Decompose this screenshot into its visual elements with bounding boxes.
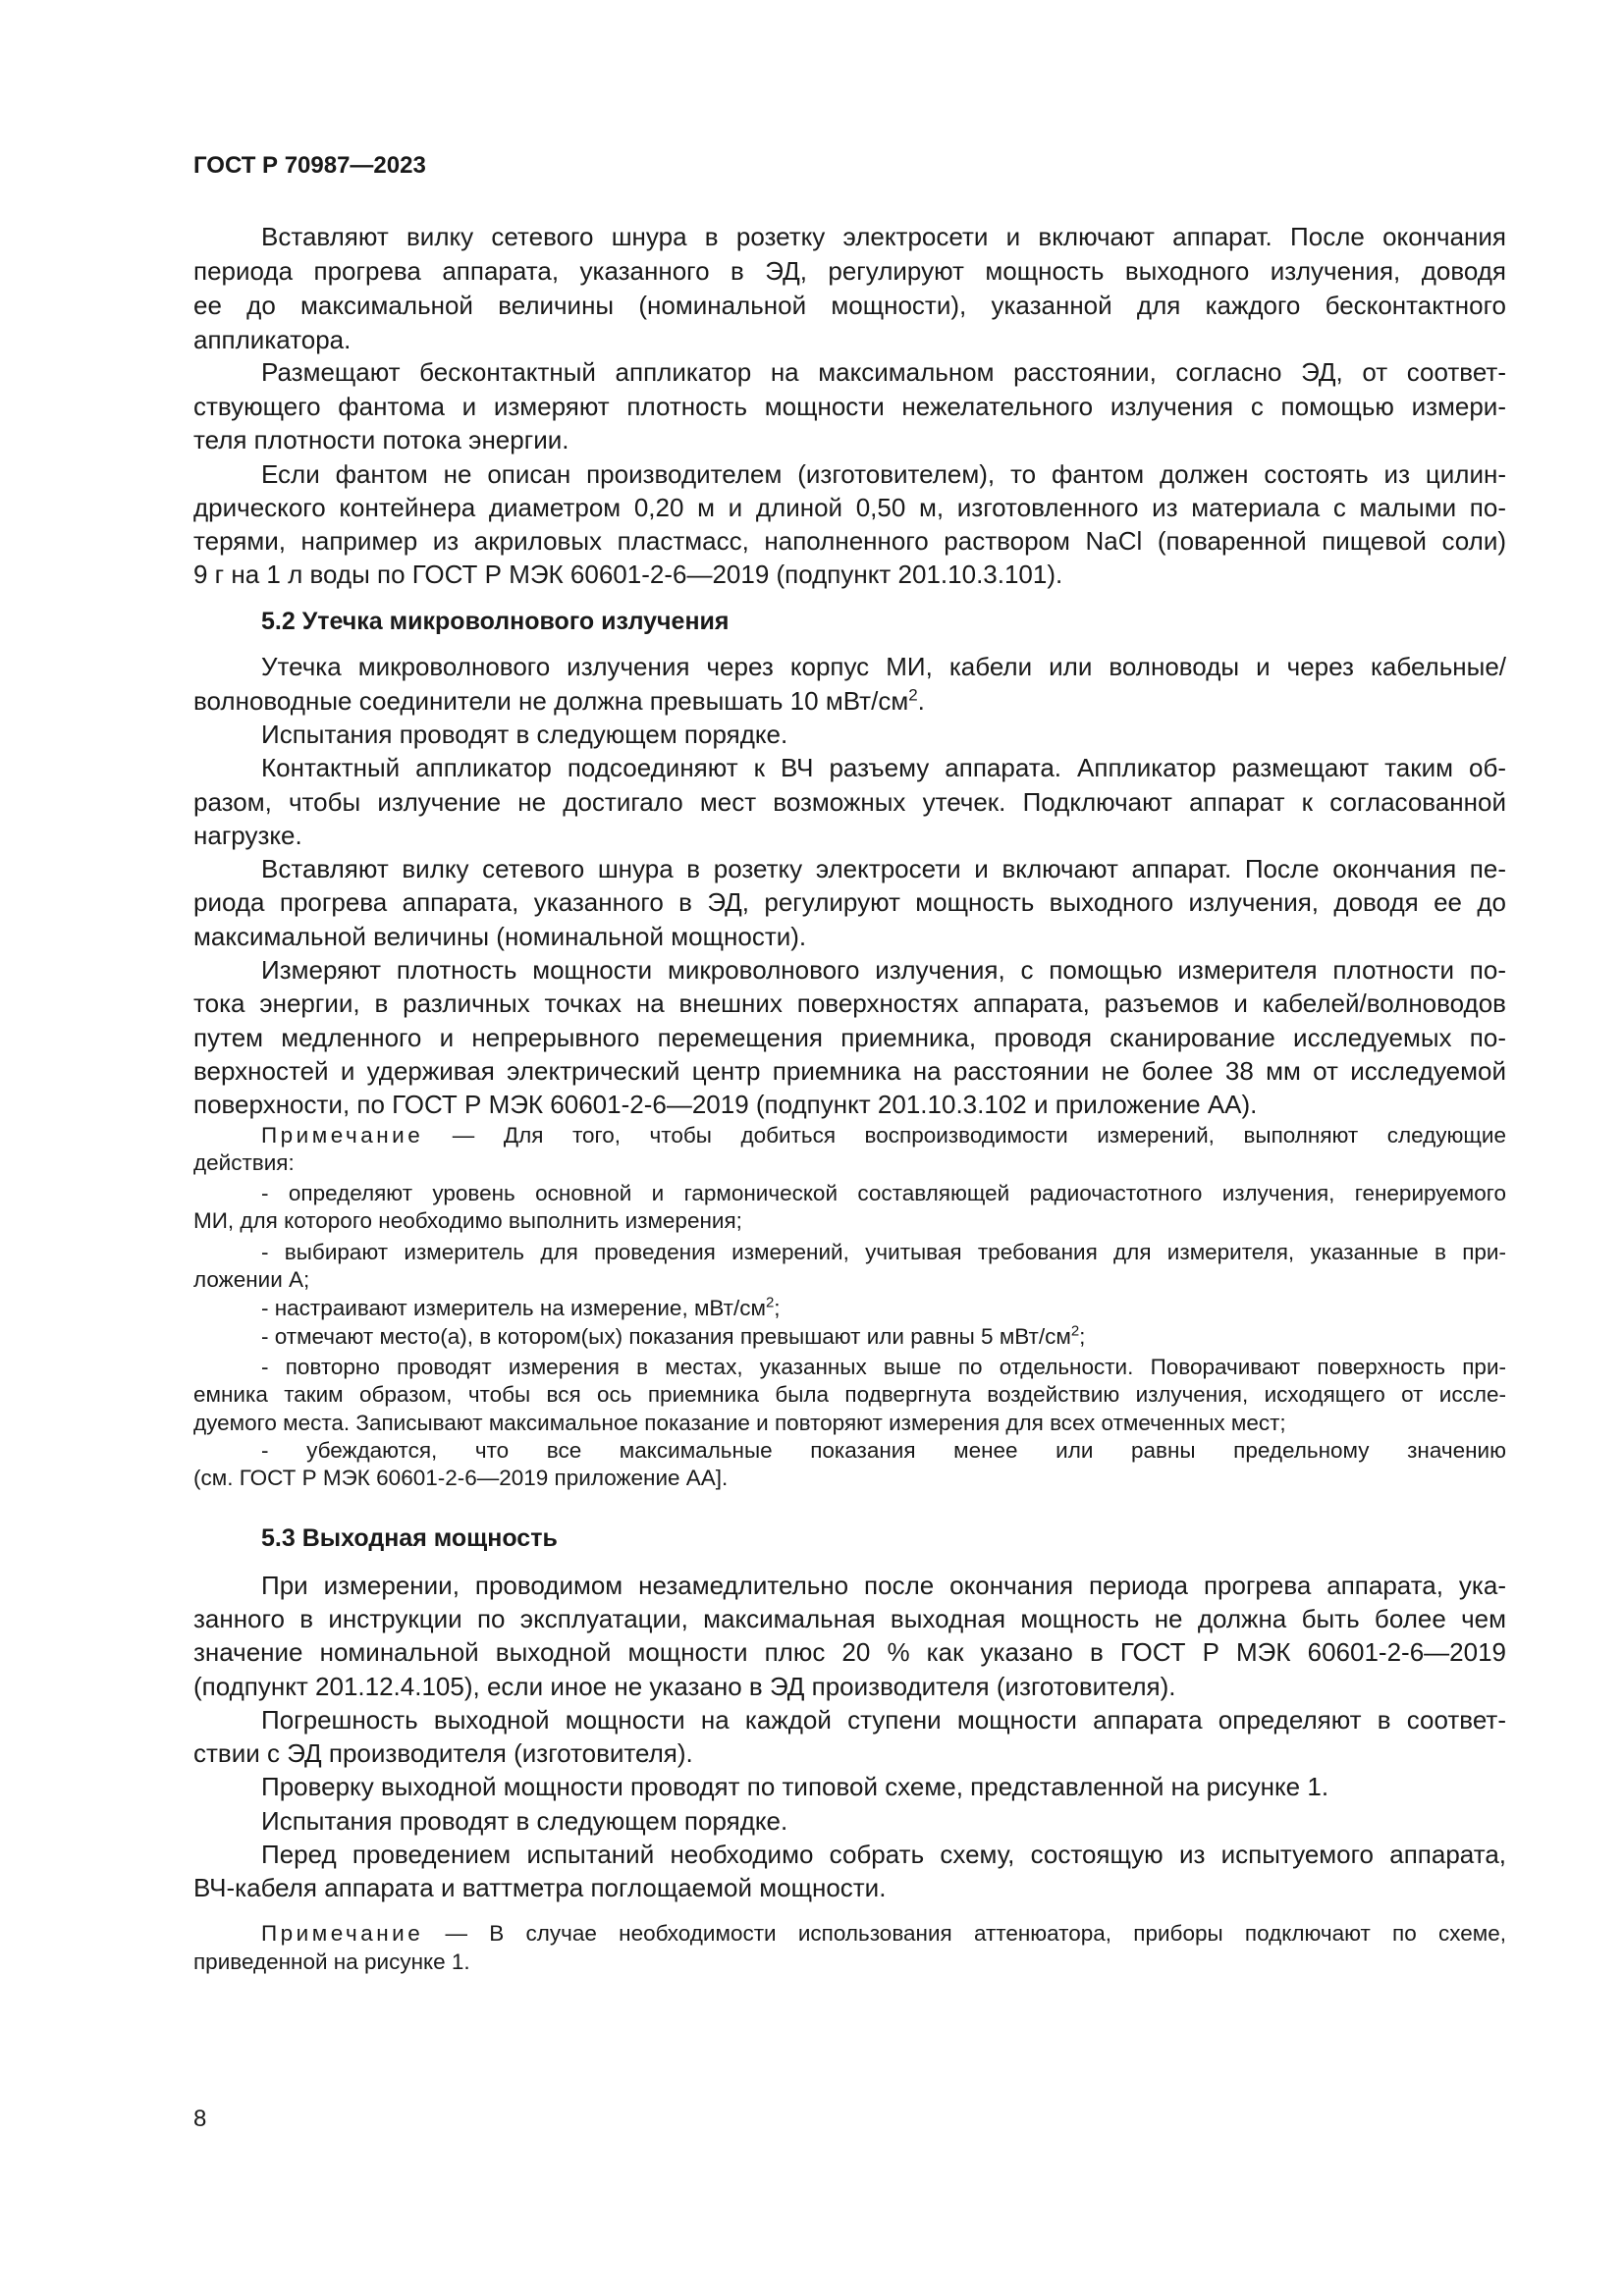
note-line: - настраивают измеритель на измерение, мВт/$см^2$; — [261, 1294, 781, 1320]
text-line: Если фантом не описан производителем (изготовителем), то фантом должен состоять из цилин- — [261, 459, 1506, 489]
note-line: действия: — [193, 1150, 295, 1175]
text-line: разом, чтобы излучение не достигало мест возможных утечек. Подключают аппарат к согласованной — [193, 787, 1506, 817]
text-line: тока энергии, в различных точках на внешних поверхностях аппарата, разъемов и кабелей/волноводов — [193, 988, 1506, 1018]
note-line: Примечание — Для того, чтобы добиться воспроизводимости измерений, выполняют следующие — [261, 1123, 1506, 1148]
note-line: емника таким образом, чтобы вся ось приемника была подвергнута воздействию излучения, исходящего от иссле- — [193, 1382, 1506, 1407]
text-line: Испытания проводят в следующем порядке. — [261, 1806, 788, 1836]
text-line: Вставляют вилку сетевого шнура в розетку электросети и включают аппарат. После окончания — [261, 222, 1506, 251]
text-line: терями, например из акриловых пластмасс, наполненного раствором NaCl (поваренной пищевой соли) — [193, 526, 1506, 556]
note-line: - отмечают место(а), в котором(ых) показания превышают или равны 5 мВт/$см^2$; — [261, 1322, 1086, 1349]
note-line: МИ, для которого необходимо выполнить измерения; — [193, 1208, 742, 1233]
text-line: ее до максимальной величины (номинальной мощности), указанной для каждого бесконтактного — [193, 291, 1506, 320]
text-line: волноводные соединители не должна превышать 10 мВт/$см^2$. — [193, 685, 925, 716]
note-line: - выбирают измеритель для проведения измерений, учитывая требования для измерителя, указанные в при- — [261, 1240, 1506, 1264]
text-line: Контактный аппликатор подсоединяют к ВЧ разъему аппарата. Аппликатор размещают таким об- — [261, 753, 1506, 782]
note-line: дуемого места. Записывают максимальное показание и повторяют измерения для всех отмеченных мест; — [193, 1411, 1286, 1435]
text-line: теля плотности потока энергии. — [193, 425, 569, 454]
text-line: Утечка микроволнового излучения через корпус МИ, кабели или волноводы и через кабельные/ — [261, 652, 1506, 681]
note-line: Примечание — В случае необходимости использования аттенюатора, приборы подключают по схеме, — [261, 1921, 1506, 1946]
section-heading: 5.3 Выходная мощность — [261, 1524, 558, 1552]
text-line: занного в инструкции по эксплуатации, максимальная выходная мощность не должна быть более чем — [193, 1604, 1506, 1633]
text-line: Перед проведением испытаний необходимо собрать схему, состоящую из испытуемого аппарата, — [261, 1840, 1506, 1869]
note-line: - убеждаются, что все максимальные показания менее или равны предельному значению — [261, 1438, 1506, 1463]
text-line: дрического контейнера диаметром 0,20 м и длиной 0,50 м, изготовленного из материала с малыми по- — [193, 493, 1506, 522]
text-line: Испытания проводят в следующем порядке. — [261, 720, 788, 749]
note-line: (см. ГОСТ Р МЭК 60601-2-6—2019 приложение АА]. — [193, 1466, 729, 1490]
note-label: Примечание — [261, 1123, 424, 1148]
text-line: ВЧ-кабеля аппарата и ваттметра поглощаемой мощности. — [193, 1873, 887, 1902]
text-line: значение номинальной выходной мощности плюс 20 % как указано в ГОСТ Р МЭК 60601-2-6—2019 — [193, 1637, 1506, 1667]
note-line: - определяют уровень основной и гармонической составляющей радиочастотного излучения, генерируемого — [261, 1181, 1506, 1205]
section-heading: 5.2 Утечка микроволнового излучения — [261, 608, 730, 635]
text-line: периода прогрева аппарата, указанного в ЭД, регулируют мощность выходного излучения, доводя — [193, 256, 1506, 286]
text-line: риода прогрева аппарата, указанного в ЭД, регулируют мощность выходного излучения, доводя ее до — [193, 887, 1506, 917]
text-line: ствии с ЭД производителя (изготовителя). — [193, 1738, 693, 1768]
text-line: поверхности, по ГОСТ Р МЭК 60601-2-6—2019 (подпункт 201.10.3.102 и приложение АА). — [193, 1090, 1258, 1119]
text-line: (подпункт 201.12.4.105), если иное не указано в ЭД производителя (изготовителя). — [193, 1672, 1176, 1701]
note-line: - повторно проводят измерения в местах, указанных выше по отдельности. Поворачивают поверхность при- — [261, 1355, 1506, 1379]
text-line: максимальной величины (номинальной мощности). — [193, 922, 807, 951]
text-line: путем медленного и непрерывного перемещения приемника, проводя сканирование исследуемых по- — [193, 1023, 1506, 1052]
text-line: Погрешность выходной мощности на каждой ступени мощности аппарата определяют в соответ- — [261, 1705, 1506, 1735]
text-line: верхностей и удерживая электрический центр приемника на расстоянии не более 38 мм от исследуемой — [193, 1056, 1506, 1086]
page-number: 8 — [193, 2106, 207, 2132]
text-line: ствующего фантома и измеряют плотность мощности нежелательного излучения с помощью измери- — [193, 392, 1506, 421]
note-line: приведенной на рисунке 1. — [193, 1949, 470, 1974]
text-line: Проверку выходной мощности проводят по типовой схеме, представленной на рисунке 1. — [261, 1772, 1329, 1801]
text-line: нагрузке. — [193, 821, 302, 850]
text-line: При измерении, проводимом незамедлительно после окончания периода прогрева аппарата, ука- — [261, 1571, 1506, 1600]
note-label: Примечание — [261, 1921, 424, 1946]
text-line: Измеряют плотность мощности микроволнового излучения, с помощью измерителя плотности по- — [261, 955, 1506, 985]
text-line: Вставляют вилку сетевого шнура в розетку электросети и включают аппарат. После окончания пе- — [261, 854, 1506, 883]
document-header: ГОСТ Р 70987—2023 — [193, 152, 426, 179]
text-line: аппликатора. — [193, 325, 352, 354]
text-line: 9 г на 1 л воды по ГОСТ Р МЭК 60601-2-6—2019 (подпункт 201.10.3.101). — [193, 560, 1063, 589]
note-line: ложении А; — [193, 1267, 310, 1292]
text-line: Размещают бесконтактный аппликатор на максимальном расстоянии, согласно ЭД, от соответ- — [261, 357, 1506, 387]
